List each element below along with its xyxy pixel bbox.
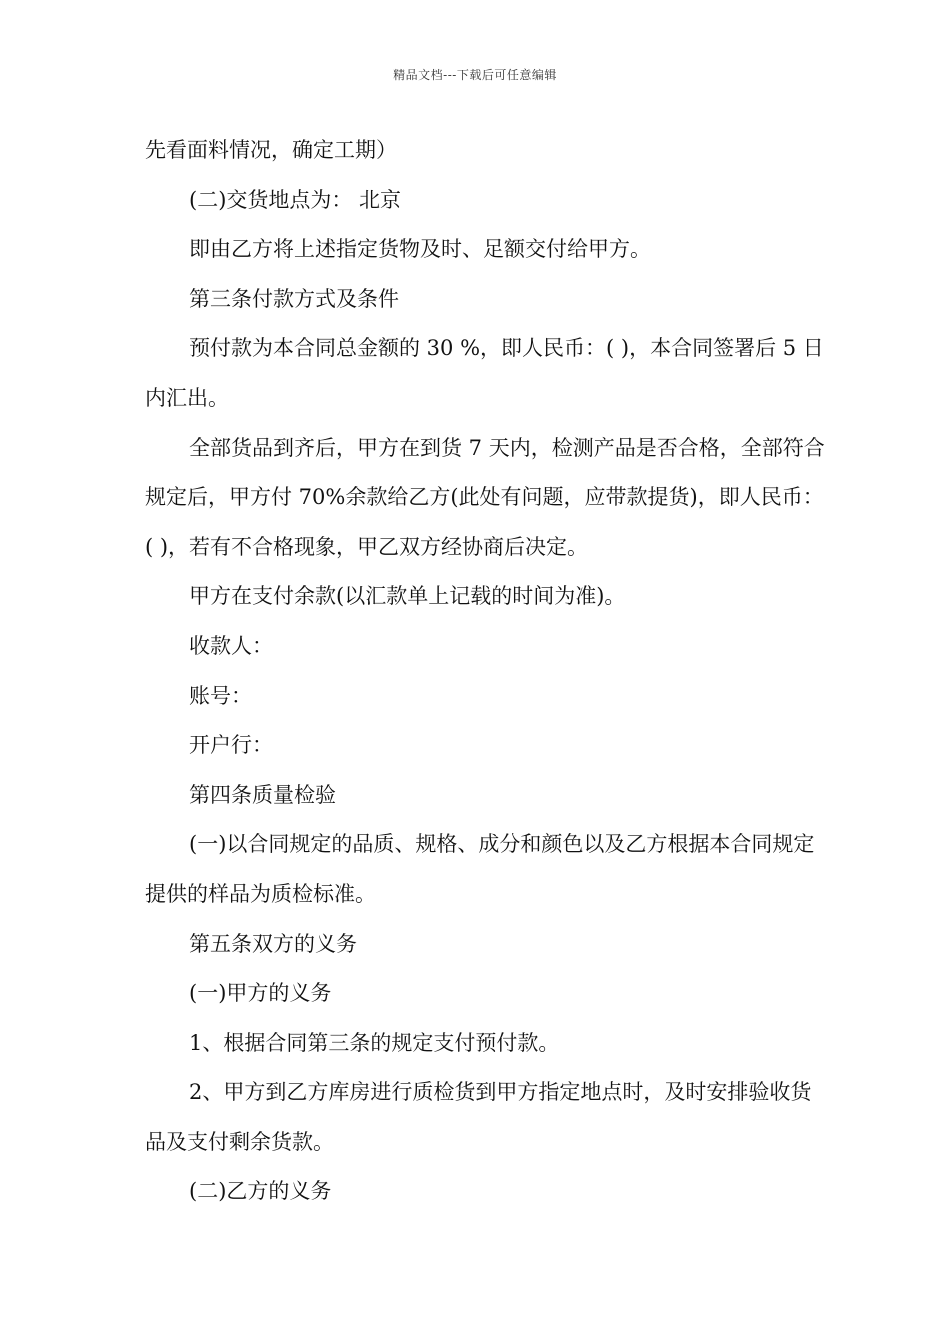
paragraph-prepayment: 预付款为本合同总金额的 30 %，即人民币：( )，本合同签署后 5 日内汇出。: [145, 336, 824, 410]
paragraph-quality-standard: (一)以合同规定的品质、规格、成分和颜色以及乙方根据本合同规定提供的样品为质检标准。: [145, 832, 815, 906]
paragraph-payment-date: 甲方在支付余款(以汇款单上记载的时间为准)。: [189, 584, 626, 609]
field-account-number: 账号：: [189, 683, 252, 708]
field-bank: 开户行：: [189, 733, 273, 758]
list-item-inspection: 2、甲方到乙方库房进行质检货到甲方指定地点时，及时安排验收货品及支付剩余货款。: [145, 1080, 812, 1154]
subheading-party-b-obligations: (二)乙方的义务: [189, 1179, 332, 1204]
paragraph-delivery-location: (二)交货地点为： 北京: [189, 187, 402, 212]
section-heading-payment: 第三条付款方式及条件: [189, 286, 399, 311]
paragraph-delivery-obligation: 即由乙方将上述指定货物及时、足额交付给甲方。: [189, 237, 651, 262]
paragraph-final-payment: 全部货品到齐后，甲方在到货 7 天内，检测产品是否合格，全部符合规定后，甲方付 70%余款给乙方(此处有问题，应带款提货)，即人民币：( )，若有不合格现象，甲乙双方经协商后决定。: [145, 435, 825, 559]
document-body: [145, 126, 825, 1217]
paragraph-delivery-period: 先看面料情况，确定工期）: [145, 138, 397, 162]
page-header: 精品文档---下载后可任意编辑: [393, 68, 557, 82]
section-heading-quality: 第四条质量检验: [189, 782, 336, 807]
field-payee: 收款人：: [189, 633, 273, 658]
section-heading-obligations: 第五条双方的义务: [189, 931, 357, 956]
list-item-prepayment: 1、根据合同第三条的规定支付预付款。: [189, 1030, 560, 1055]
subheading-party-a-obligations: (一)甲方的义务: [189, 981, 332, 1006]
